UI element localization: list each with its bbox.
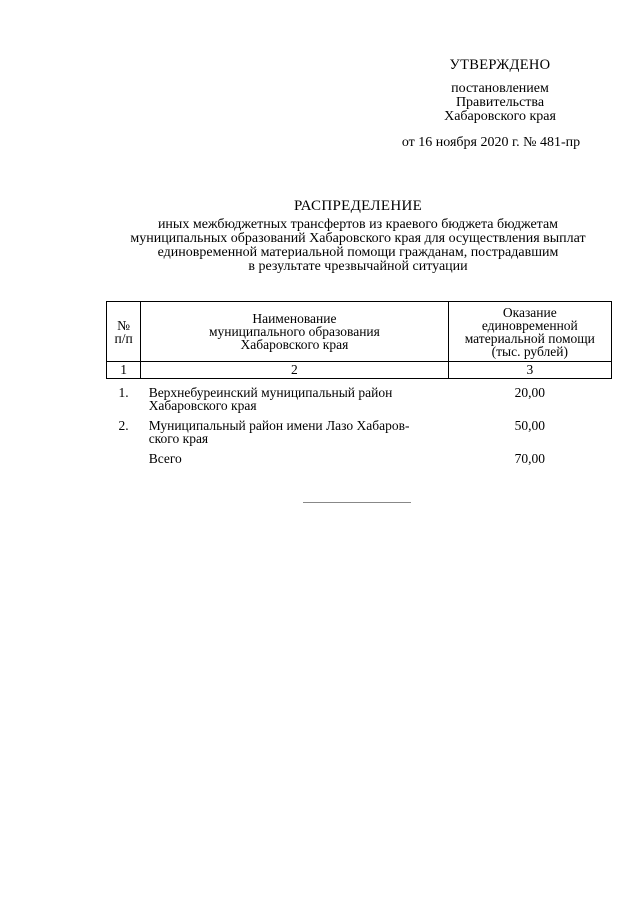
document-subtitle-line-4: в результате чрезвычайной ситуации — [248, 259, 468, 274]
table-header-row — [107, 302, 612, 362]
column-number-2: 2 — [141, 362, 448, 379]
approval-line-3: Хабаровского края — [444, 109, 556, 124]
row-number — [107, 445, 141, 465]
end-divider — [303, 502, 411, 503]
document-title: РАСПРЕДЕЛЕНИЕ — [293, 198, 423, 214]
document-subtitle-line-3: единовременной материальной помощи гражданам, пострадавшим — [157, 245, 559, 260]
table-total-row — [107, 445, 612, 465]
document-subtitle-line-2: муниципальных образований Хабаровского края для осуществления выплат — [130, 231, 586, 246]
approval-line-1: постановлением — [451, 81, 549, 96]
row-amount: 50,00 — [514, 418, 545, 433]
header-number: № п/п — [107, 302, 141, 362]
header-municipality: Наименование муниципального образования Хабаровского края — [141, 302, 448, 362]
table-row — [107, 379, 612, 413]
header-amount: Оказание единовременной материальной помощи (тыс. рублей) — [448, 302, 611, 362]
row-number: 1. — [118, 385, 129, 400]
approval-date: от 16 ноября 2020 г. № 481-пр — [401, 135, 581, 150]
approval-title: УТВЕРЖДЕНО — [449, 57, 551, 73]
total-amount: 70,00 — [514, 451, 545, 466]
column-number-3: 3 — [448, 362, 611, 379]
row-number: 2. — [118, 418, 129, 433]
document-subtitle-line-1: иных межбюджетных трансфертов из краевого бюджета бюджетам — [157, 217, 559, 232]
total-label: Всего — [148, 451, 182, 466]
row-municipality: Верхнебуреинский муниципальный район Хабаровского края — [148, 385, 393, 413]
document-heading — [100, 199, 616, 274]
approval-stamp — [395, 58, 605, 150]
table-row — [107, 412, 612, 445]
table-column-numbers-row — [107, 362, 612, 379]
column-number-1: 1 — [107, 362, 141, 379]
row-municipality: Муниципальный район имени Лазо Хабаров- ского края — [148, 418, 410, 446]
row-amount: 20,00 — [514, 385, 545, 400]
approval-line-2: Правительства — [455, 95, 545, 110]
distribution-table — [106, 301, 612, 465]
